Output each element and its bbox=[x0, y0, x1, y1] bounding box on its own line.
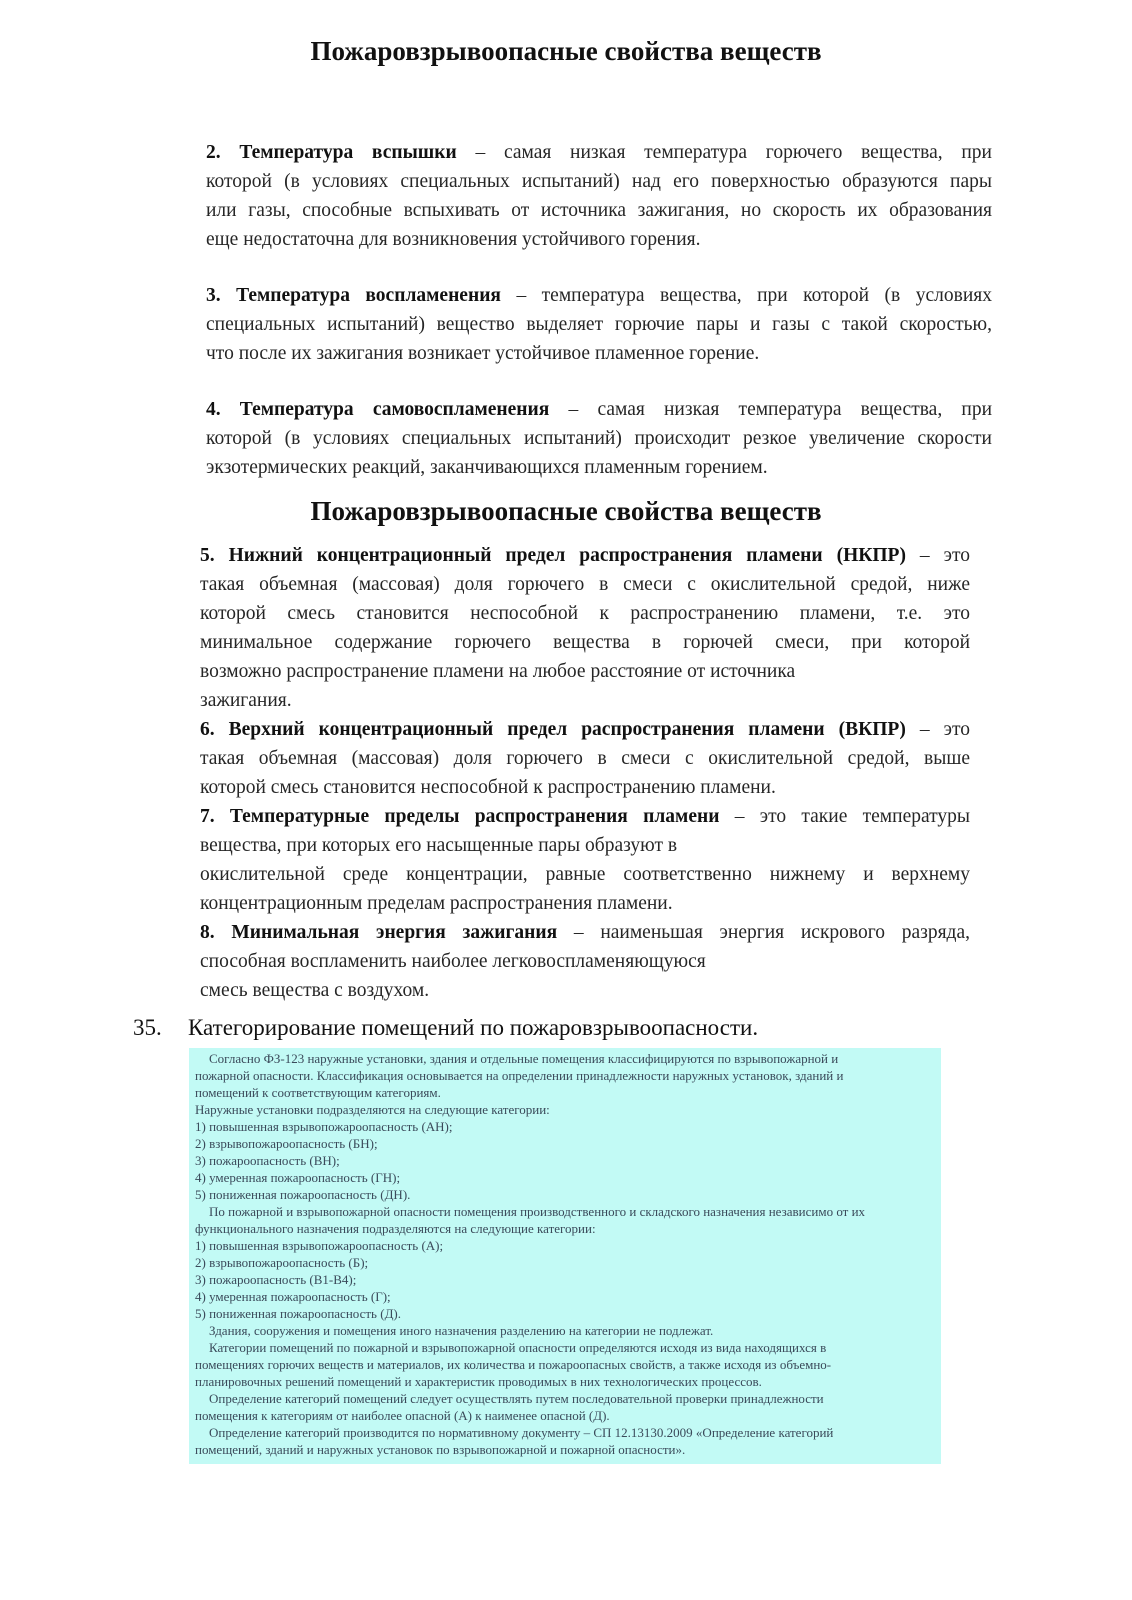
excerpt-line: 1) повышенная взрывопожароопасность (А); bbox=[195, 1238, 444, 1253]
excerpt-line: Здания, сооружения и помещения иного назначения разделению на категории не подлежат. bbox=[209, 1323, 714, 1338]
excerpt-line: пожарной опасности. Классификация основывается на определении принадлежности наружных установок, зданий и bbox=[195, 1068, 844, 1083]
paragraph-flash-point: 2. Температура вспышки – самая низкая температура горючего вещества, при которой (в условиях специальных испытаний) над его поверхностью образуются пары или газы, способные вспыхивать от источника зажигания, но скорость их образования еще недостаточна для возникновения устойчивого горения. bbox=[206, 142, 992, 250]
question-number: 35. bbox=[133, 1015, 162, 1040]
paragraph-temperature-limits: 7. Температурные пределы распространения пламени – это такие температуры вещества, при которых его насыщенные пары образуют в окислительной среде концентрации, равные соответственно нижнему и верхнему концентрационным пределам распространения пламени. bbox=[200, 806, 970, 914]
term-min-ignition-energy: 8. Минимальная энергия зажигания bbox=[200, 922, 558, 943]
question-text: Категорирование помещений по пожаровзрывоопасности. bbox=[188, 1015, 759, 1040]
term-upper-limit: 6. Верхний концентрационный предел распространения пламени (ВКПР) bbox=[200, 719, 906, 740]
excerpt-line: 2) взрывопожароопасность (Б); bbox=[195, 1255, 369, 1270]
term-temperature-limits: 7. Температурные пределы распространения пламени bbox=[200, 806, 720, 827]
paragraph-lower-limit: 5. Нижний концентрационный предел распространения пламени (НКПР) – это такая объемная (массовая) доля горючего в смеси с окислительной средой, ниже которой смесь становится неспособной к распространению пламени, т.е. это минимальное содержание горючего вещества в горючей смеси, при которой возможно распространение пламени на любое расстояние от источника зажигания. bbox=[200, 545, 970, 711]
term-lower-limit: 5. Нижний концентрационный предел распространения пламени (НКПР) bbox=[200, 545, 906, 566]
excerpt-line: 4) умеренная пожароопасность (Г); bbox=[195, 1289, 391, 1304]
paragraph-upper-limit: 6. Верхний концентрационный предел распространения пламени (ВКПР) – это такая объемная (массовая) доля горючего в смеси с окислительной средой, выше которой смесь становится неспособной к распространению пламени. bbox=[200, 719, 970, 798]
term-autoignition: 4. Температура самовоспламенения bbox=[206, 399, 550, 420]
excerpt-line: помещений, зданий и наружных установок по взрывопожарной и пожарной опасности». bbox=[195, 1442, 686, 1457]
excerpt-line: функционального назначения подразделяются на следующие категории: bbox=[195, 1221, 596, 1236]
excerpt-line: 5) пониженная пожароопасность (Д). bbox=[195, 1306, 402, 1321]
excerpt-line: 3) пожароопасность (В1-В4); bbox=[195, 1272, 357, 1287]
excerpt-line: 3) пожароопасность (ВН); bbox=[195, 1153, 340, 1168]
excerpt-line: планировочных решений помещений и характеристик проводимых в них технологических процессов. bbox=[195, 1374, 762, 1389]
excerpt-line: помещениях горючих веществ и материалов, их количества и пожароопасных свойств, а также исходя из объемно- bbox=[195, 1357, 832, 1372]
excerpt-line: 5) пониженная пожароопасность (ДН). bbox=[195, 1187, 411, 1202]
excerpt-line: По пожарной и взрывопожарной опасности помещения производственного и складского назначения независимо от их bbox=[209, 1204, 866, 1219]
paragraph-ignition-point: 3. Температура воспламенения – температура вещества, при которой (в условиях специальных испытаний) вещество выделяет горючие пары и газы с такой скоростью, что после их зажигания возникает устойчивое пламенное горение. bbox=[206, 285, 992, 364]
excerpt-line: 1) повышенная взрывопожароопасность (АН); bbox=[195, 1119, 453, 1134]
excerpt-line: 4) умеренная пожароопасность (ГН); bbox=[195, 1170, 401, 1185]
excerpt-line: 2) взрывопожароопасность (БН); bbox=[195, 1136, 378, 1151]
term-flash-point: 2. Температура вспышки bbox=[206, 142, 457, 163]
excerpt-line: Наружные установки подразделяются на следующие категории: bbox=[195, 1102, 550, 1117]
term-ignition-point: 3. Температура воспламенения bbox=[206, 285, 501, 306]
paragraph-min-ignition-energy: 8. Минимальная энергия зажигания – наименьшая энергия искрового разряда, способная воспламенить наиболее легковоспламеняющуюся смесь вещества с воздухом. bbox=[200, 922, 970, 1001]
excerpt-line: помещений к соответствующим категориям. bbox=[195, 1085, 441, 1100]
excerpt-line: помещения к категориям от наиболее опасной (А) к наименее опасной (Д). bbox=[195, 1408, 610, 1423]
page-title-top: Пожаровзрывоопасные свойства веществ bbox=[310, 36, 822, 66]
excerpt-line: Категории помещений по пожарной и взрывопожарной опасности определяются исходя из вида находящихся в bbox=[209, 1340, 827, 1355]
paragraph-autoignition: 4. Температура самовоспламенения – самая низкая температура вещества, при которой (в условиях специальных испытаний) происходит резкое увеличение скорости экзотермических реакций, заканчивающихся пламенным горением. bbox=[206, 399, 993, 478]
excerpt-line: Определение категорий помещений следует осуществлять путем последовательной проверки принадлежности bbox=[209, 1391, 824, 1406]
page-title-mid: Пожаровзрывоопасные свойства веществ bbox=[310, 496, 822, 526]
excerpt-line: Определение категорий производится по нормативному документу – СП 12.13130.2009 «Определение категорий bbox=[209, 1425, 834, 1440]
question-heading bbox=[133, 1015, 758, 1041]
excerpt-line: Согласно ФЗ-123 наружные установки, здания и отдельные помещения классифицируются по взрывопожарной и bbox=[209, 1051, 839, 1066]
highlighted-excerpt bbox=[189, 1048, 941, 1464]
